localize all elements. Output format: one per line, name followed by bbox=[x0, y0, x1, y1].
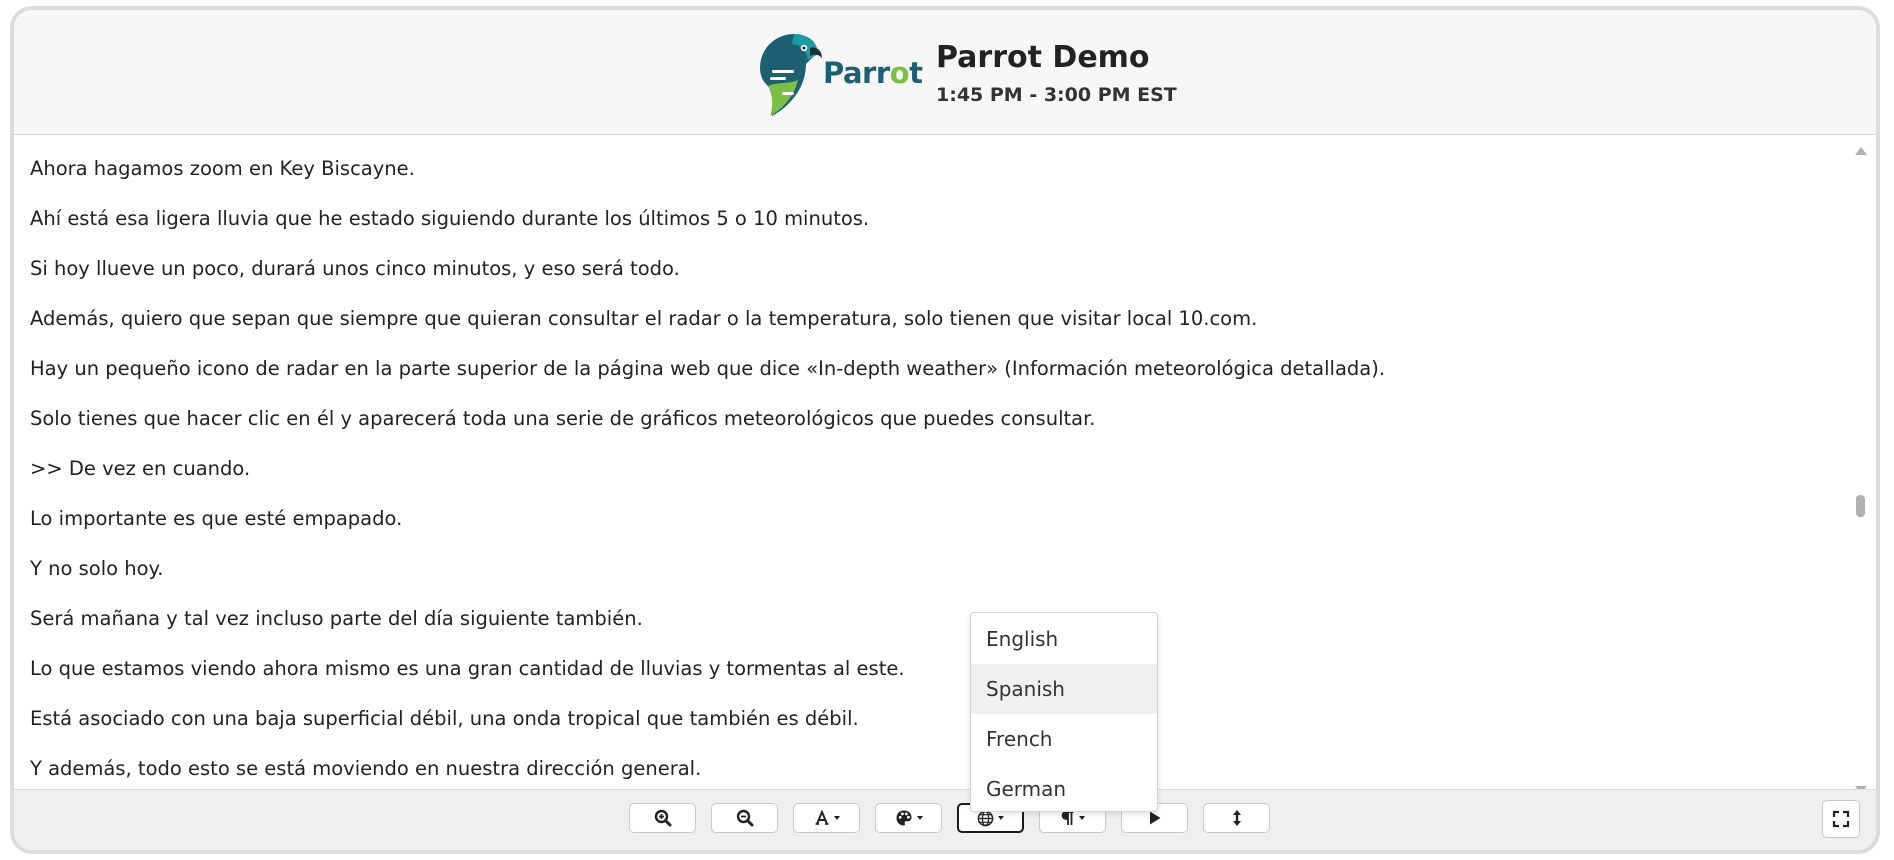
app-frame bbox=[10, 6, 1880, 854]
event-time: 1:45 PM - 3:00 PM EST bbox=[936, 84, 1177, 106]
language-option-spanish[interactable]: Spanish bbox=[971, 664, 1157, 714]
transcript-line: Y no solo hoy. bbox=[30, 557, 164, 580]
transcript-panel[interactable] bbox=[14, 135, 1876, 802]
zoom-in-icon bbox=[654, 809, 672, 827]
bottom-toolbar bbox=[14, 789, 1876, 850]
header bbox=[14, 10, 1876, 135]
transcript-line: Solo tienes que hacer clic en él y aparecerá toda una serie de gráficos meteorológicos que puedes consultar. bbox=[30, 407, 1096, 430]
chevron-down-icon bbox=[1079, 816, 1085, 820]
transcript-line: Hay un pequeño icono de radar en la parte superior de la página web que dice «In-depth weather» (Información meteorológica detallada). bbox=[30, 357, 1386, 380]
font-button[interactable] bbox=[793, 803, 860, 833]
resize-button[interactable] bbox=[1203, 803, 1270, 833]
transcript-line: Si hoy llueve un poco, durará unos cinco minutos, y eso será todo. bbox=[30, 257, 680, 280]
font-icon bbox=[814, 810, 830, 826]
color-theme-button[interactable] bbox=[875, 803, 942, 833]
transcript-line: Ahora hagamos zoom en Key Biscayne. bbox=[30, 157, 415, 180]
fullscreen-button[interactable] bbox=[1822, 800, 1860, 838]
transcript-line: Y además, todo esto se está moviendo en nuestra dirección general. bbox=[30, 757, 702, 780]
transcript-line: Lo que estamos viendo ahora mismo es una gran cantidad de lluvias y tormentas al este. bbox=[30, 657, 905, 680]
language-option-german[interactable]: German bbox=[986, 777, 1067, 801]
language-dropdown bbox=[970, 612, 1158, 812]
zoom-in-button[interactable] bbox=[629, 803, 696, 833]
chevron-down-icon bbox=[834, 816, 840, 820]
transcript-line: Ahí está esa ligera lluvia que he estado siguiendo durante los últimos 5 o 10 minutos. bbox=[30, 207, 870, 230]
palette-icon bbox=[895, 809, 913, 827]
chevron-down-icon bbox=[917, 816, 923, 820]
parrot-logo-icon bbox=[750, 24, 830, 120]
zoom-out-icon bbox=[736, 809, 754, 827]
logo bbox=[750, 24, 922, 120]
event-title: Parrot Demo bbox=[936, 40, 1150, 75]
transcript-scrollbar[interactable] bbox=[1850, 135, 1872, 802]
transcript-line: Además, quiero que sepan que siempre que quieran consultar el radar o la temperatura, solo tienen que visitar local 10.com. bbox=[30, 307, 1258, 330]
vertical-arrows-icon bbox=[1232, 809, 1242, 827]
scroll-thumb[interactable] bbox=[1856, 495, 1865, 517]
chevron-down-icon bbox=[998, 816, 1004, 820]
transcript-line: Será mañana y tal vez incluso parte del día siguiente también. bbox=[30, 607, 643, 630]
transcript-lines bbox=[30, 157, 1846, 802]
transcript-line: Está asociado con una baja superficial débil, una onda tropical que también es débil. bbox=[30, 707, 859, 730]
language-option-english[interactable]: English bbox=[986, 627, 1059, 651]
scroll-up-arrow-icon[interactable] bbox=[1855, 147, 1867, 155]
fullscreen-icon bbox=[1832, 810, 1850, 828]
transcript-line: Lo importante es que esté empapado. bbox=[30, 507, 403, 530]
language-option-french[interactable]: French bbox=[986, 727, 1053, 751]
transcript-line: >> De vez en cuando. bbox=[30, 457, 251, 480]
logo-wordmark: Parrot bbox=[823, 56, 923, 90]
zoom-out-button[interactable] bbox=[711, 803, 778, 833]
